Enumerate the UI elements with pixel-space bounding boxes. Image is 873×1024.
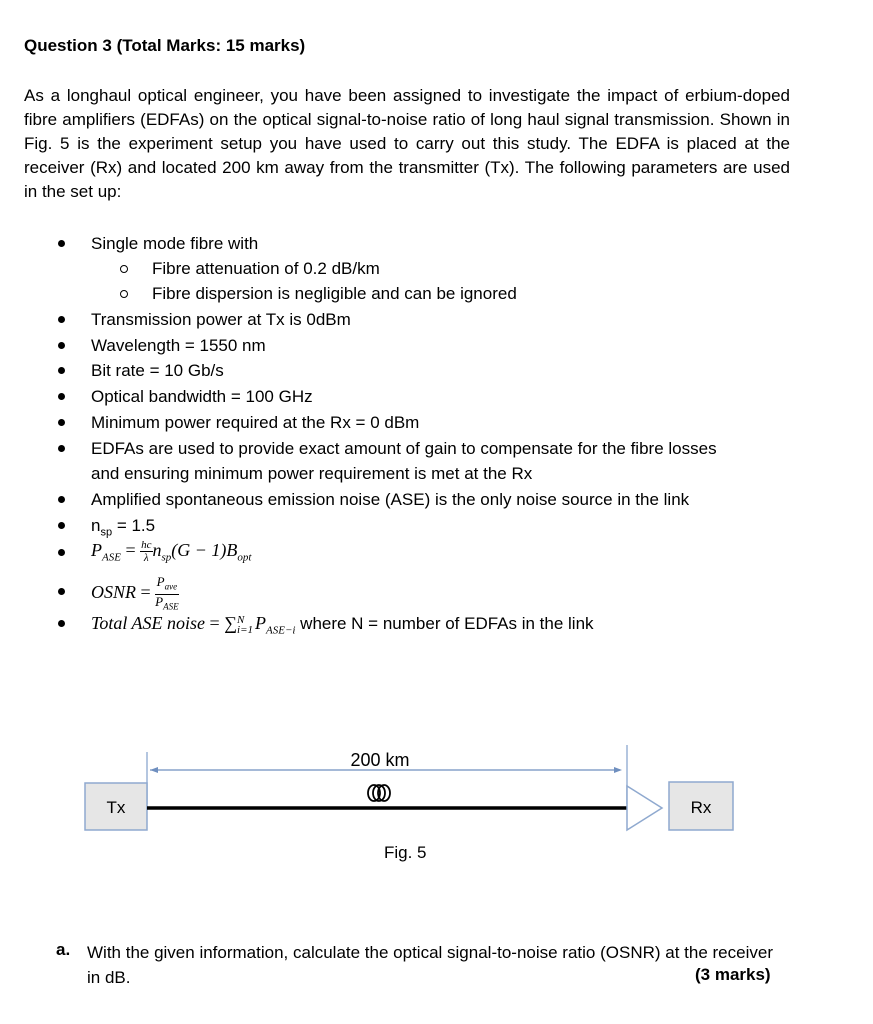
formula-pase: $P_{ASE}$ = $\frac{hc}{\lambda}$ $n_{sp}(G - 1)B_{opt}$ (91, 538, 252, 564)
formula-osnr: OSNR = $\frac{P_{ave}}{P_{ASE}}$ (91, 574, 179, 612)
sub-bullet-circle (120, 290, 128, 298)
bullet-dot (58, 240, 65, 247)
param-tx-power: Transmission power at Tx is 0dBm (91, 310, 351, 329)
param-nsp: $n_{sp} = 1.5$ (91, 516, 156, 539)
param-edfa-line2: and ensuring minimum power requirement is met at the Rx (91, 464, 533, 483)
bullet-dot (58, 342, 65, 349)
tx-label: Tx (106, 798, 126, 817)
param-min-power: Minimum power required at the Rx = 0 dBm (91, 413, 420, 432)
part-a-text: With the given information, calculate the optical signal-to-noise ratio (OSNR) at the receiver in dB. (87, 943, 773, 987)
fibre-coil-icon (368, 785, 390, 801)
bullet-dot (58, 549, 65, 556)
param-bit-rate: Bit rate = 10 Gb/s (91, 361, 224, 380)
intro-paragraph: As a longhaul optical engineer, you have been assigned to investigate the impact of erbium-doped fibre amplifiers (EDFAs) on the optical signal-to-noise ratio of long haul signal transmission. Shown in Fig. 5 is the experiment setup you have used to carry out this study. The EDFA is placed at the receiver (Rx) and located 200 km away from the transmitter (Tx). The following parameters are used in the set up: (24, 86, 790, 201)
bullet-dot (58, 588, 65, 595)
part-a-label: a. (56, 940, 71, 959)
bullet-dot (58, 445, 65, 452)
param-wavelength: Wavelength = 1550 nm (91, 336, 266, 355)
part-a-marks: (3 marks) (695, 965, 771, 984)
distance-label: 200 km (350, 750, 410, 770)
bullet-dot (58, 620, 65, 627)
question-title: Question 3 (Total Marks: 15 marks) (24, 36, 306, 55)
bullet-dot (58, 316, 65, 323)
bullet-dot (58, 496, 65, 503)
rx-label: Rx (690, 798, 712, 817)
sub-bullet-circle (120, 265, 128, 273)
param-ase-only: Amplified spontaneous emission noise (ASE) is the only noise source in the link (91, 490, 690, 509)
figure-caption: Fig. 5 (384, 843, 427, 862)
bullet-dot (58, 522, 65, 529)
param-edfa-line1: EDFAs are used to provide exact amount of gain to compensate for the fibre losses (91, 439, 717, 458)
formula-total-ase: Total ASE noise = ∑ N i=1 $P_{ASE-i}$ where N = number of EDFAs in the link (91, 613, 594, 637)
bullet-dot (58, 419, 65, 426)
param-fibre-heading: Single mode fibre with (91, 234, 259, 253)
param-optical-bandwidth: Optical bandwidth = 100 GHz (91, 387, 313, 406)
param-fibre-dispersion: Fibre dispersion is negligible and can be ignored (152, 284, 517, 303)
fig5-diagram (0, 730, 873, 840)
bullet-dot (58, 367, 65, 374)
bullet-dot (58, 393, 65, 400)
param-fibre-attenuation: Fibre attenuation of 0.2 dB/km (152, 259, 380, 278)
edfa-amplifier-icon (627, 786, 662, 830)
